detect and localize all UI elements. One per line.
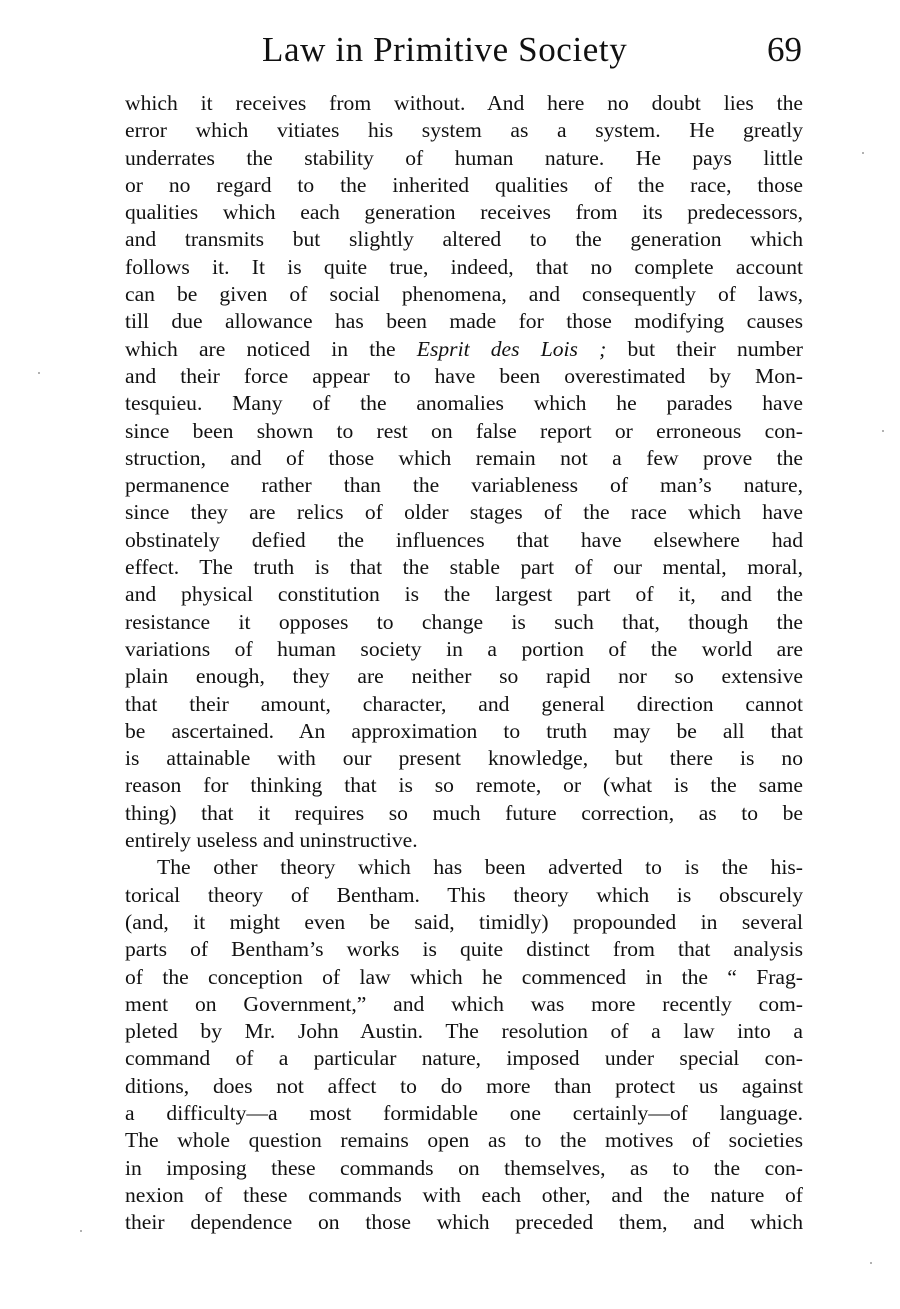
running-header (262, 28, 802, 72)
body-text (125, 90, 803, 1236)
text-line: command of a particular nature, imposed under special con- (125, 1046, 803, 1071)
text-line: reason for thinking that is so remote, or (what is the same (125, 773, 803, 798)
text-line: variations of human society in a portion of the world are (125, 636, 803, 661)
text-line-indented: The other theory which has been adverted to is the his- (157, 855, 803, 880)
book-title-italic: Esprit des Lois ; (416, 336, 607, 361)
scan-speck (862, 152, 864, 154)
text-line: since they are relics of older stages of the race which have (125, 500, 803, 525)
text-line: struction, and of those which remain not a few prove the (125, 445, 803, 470)
text-line: qualities which each generation receives from its predecessors, (125, 200, 803, 225)
text-line: nexion of these commands with each other, and the nature of (125, 1182, 803, 1207)
text-line: thing) that it requires so much future correction, as to be (125, 800, 803, 825)
scan-speck (882, 430, 884, 432)
text-line: is attainable with our present knowledge, but there is no (125, 746, 803, 771)
text-line: follows it. It is quite true, indeed, that no complete account (125, 254, 803, 279)
text-line: and physical constitution is the largest part of it, and the (125, 582, 803, 607)
text-line: can be given of social phenomena, and consequently of laws, (125, 282, 803, 307)
text-line: since been shown to rest on false report or erroneous con- (125, 418, 803, 443)
text-line: parts of Bentham’s works is quite distinct from that analysis (125, 937, 803, 962)
running-title: Law in Primitive Society (262, 30, 628, 69)
text-line: and their force appear to have been overestimated by Mon- (125, 363, 803, 388)
text-line: plain enough, they are neither so rapid nor so extensive (125, 664, 803, 689)
text-line: in imposing these commands on themselves, as to the con- (125, 1155, 803, 1180)
scan-speck (38, 372, 40, 374)
scan-speck (80, 1230, 82, 1232)
text-line: that their amount, character, and general direction cannot (125, 691, 803, 716)
text-line: tesquieu. Many of the anomalies which he parades have (125, 391, 803, 416)
text-line: (and, it might even be said, timidly) propounded in several (125, 909, 803, 934)
text-line: permanence rather than the variableness of man’s nature, (125, 473, 803, 498)
text-line: obstinately defied the influences that have elsewhere had (125, 527, 803, 552)
text-line: error which vitiates his system as a system. He greatly (125, 118, 803, 143)
line-text-after: but their number (606, 336, 803, 361)
page-number: 69 (767, 30, 802, 69)
text-line: resistance it opposes to change is such that, though the (125, 609, 803, 634)
text-line-with-italic (125, 336, 803, 363)
paragraph-1 (125, 90, 803, 854)
text-line: ment on Government,” and which was more recently com- (125, 991, 803, 1016)
text-line-last: entirely useless and uninstructive. (125, 828, 418, 853)
paragraph-2 (125, 854, 803, 1236)
text-line: which it receives from without. And here no doubt lies the (125, 91, 803, 115)
text-line: or no regard to the inherited qualities of the race, those (125, 172, 803, 197)
text-line: ditions, does not affect to do more than protect us against (125, 1073, 803, 1098)
text-line: and transmits but slightly altered to the generation which (125, 227, 803, 252)
text-line: their dependence on those which preceded them, and which (125, 1210, 803, 1235)
line-text-before: which are noticed in the (125, 336, 417, 361)
text-line: torical theory of Bentham. This theory which is obscurely (125, 882, 803, 907)
text-line: The whole question remains open as to the motives of societies (125, 1128, 803, 1153)
text-line: pleted by Mr. John Austin. The resolution of a law into a (125, 1019, 803, 1044)
text-line: a difficulty—a most formidable one certainly—of language. (125, 1100, 803, 1125)
scan-speck (870, 1262, 872, 1264)
text-line: underrates the stability of human nature. He pays little (125, 145, 803, 170)
text-line: till due allowance has been made for those modifying causes (125, 309, 803, 334)
text-line: be ascertained. An approximation to truth may be all that (125, 718, 803, 743)
text-line: effect. The truth is that the stable part of our mental, moral, (125, 555, 803, 580)
text-line: of the conception of law which he commenced in the “ Frag- (125, 964, 803, 989)
